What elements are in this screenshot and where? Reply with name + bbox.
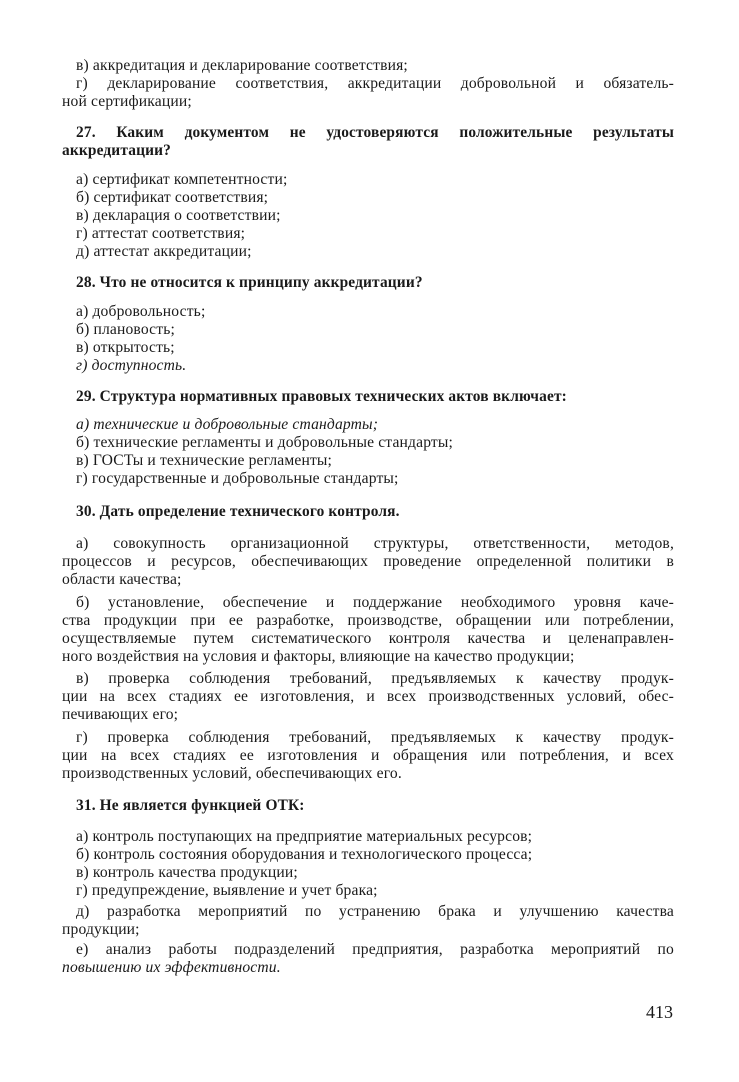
question-30-option-v-line3: печивающих его; bbox=[62, 706, 179, 723]
question-27-option-b: б) сертификат соответствия; bbox=[76, 189, 269, 206]
question-30-option-b-line3: осуществляемые путем систематического контроля качества и целенаправлен- bbox=[62, 630, 674, 647]
question-30-option-b-line4: ного воздействия на условия и факторы, влияющие на качество продукции; bbox=[62, 648, 575, 665]
document-page bbox=[62, 0, 674, 1082]
question-29-option-a: а) технические и добровольные стандарты; bbox=[76, 416, 379, 433]
question-30-option-v-line1: в) проверка соблюдения требований, предъявляемых к качеству продук- bbox=[76, 670, 674, 687]
question-29-option-b: б) технические регламенты и добровольные стандарты; bbox=[76, 434, 454, 451]
question-31-option-d-line1: д) разработка мероприятий по устранению брака и улучшению качества bbox=[76, 903, 674, 920]
question-27-title-line2: аккредитации? bbox=[62, 142, 171, 159]
prev-option-g-line2: ной сертификации; bbox=[62, 93, 192, 110]
question-30-option-a-line1: а) совокупность организационной структуры, ответственности, методов, bbox=[76, 535, 674, 552]
question-28-option-b: б) плановость; bbox=[76, 321, 175, 338]
question-31-option-d-line2: продукции; bbox=[62, 921, 140, 938]
page-number: 413 bbox=[646, 1002, 673, 1022]
question-31-option-a: а) контроль поступающих на предприятие материальных ресурсов; bbox=[76, 828, 533, 845]
question-30-option-a-line3: области качества; bbox=[62, 571, 182, 588]
question-29-option-v: в) ГОСТы и технические регламенты; bbox=[76, 452, 333, 469]
question-30-option-a-line2: процессов и ресурсов, обеспечивающих проведение определенной политики в bbox=[62, 553, 674, 570]
question-28-option-a: а) добровольность; bbox=[76, 303, 206, 320]
question-31-title: 31. Не является функцией ОТК: bbox=[76, 797, 305, 814]
question-27-option-g: г) аттестат соответствия; bbox=[76, 225, 246, 242]
prev-option-v: в) аккредитация и декларирование соответствия; bbox=[76, 57, 408, 74]
question-31-option-b: б) контроль состояния оборудования и технологического процесса; bbox=[76, 846, 533, 863]
question-27-option-d: д) аттестат аккредитации; bbox=[76, 243, 252, 260]
question-28-option-v: в) открытость; bbox=[76, 339, 175, 356]
question-30-option-g-line1: г) проверка соблюдения требований, предъявляемых к качеству продук- bbox=[76, 729, 674, 746]
question-30-option-v-line2: ции на всех стадиях ее изготовления, и всех производственных условий, обес- bbox=[62, 688, 674, 705]
question-30-option-g-line2: ции на всех стадиях ее изготовления и обращения или потребления, и всех bbox=[62, 747, 674, 764]
question-27-option-v: в) декларация о соответствии; bbox=[76, 207, 281, 224]
question-29-option-g: г) государственные и добровольные стандарты; bbox=[76, 470, 399, 487]
question-31-option-e-line1: е) анализ работы подразделений предприятия, разработка мероприятий по bbox=[76, 941, 674, 958]
question-27-title-line1: 27. Каким документом не удостоверяются положительные результаты bbox=[76, 124, 674, 141]
question-31-option-v: в) контроль качества продукции; bbox=[76, 864, 298, 881]
question-28-option-g: г) доступность. bbox=[76, 357, 187, 374]
question-30-option-g-line3: производственных условий, обеспечивающих его. bbox=[62, 765, 402, 782]
question-30-option-b-line2: ства продукции при ее разработке, производстве, обращении или потреблении, bbox=[62, 612, 674, 629]
question-31-option-e-line2: повышению их эффективности. bbox=[62, 959, 281, 976]
question-28-title: 28. Что не относится к принципу аккредитации? bbox=[76, 274, 423, 291]
question-31-option-g: г) предупреждение, выявление и учет брака; bbox=[76, 882, 378, 899]
question-30-option-b-line1: б) установление, обеспечение и поддержание необходимого уровня каче- bbox=[76, 594, 674, 611]
question-30-title: 30. Дать определение технического контроля. bbox=[76, 503, 400, 520]
question-29-title: 29. Структура нормативных правовых технических актов включает: bbox=[76, 388, 567, 405]
question-27-option-a: а) сертификат компетентности; bbox=[76, 171, 288, 188]
prev-option-g-line1: г) декларирование соответствия, аккредитации добровольной и обязатель- bbox=[76, 75, 674, 92]
